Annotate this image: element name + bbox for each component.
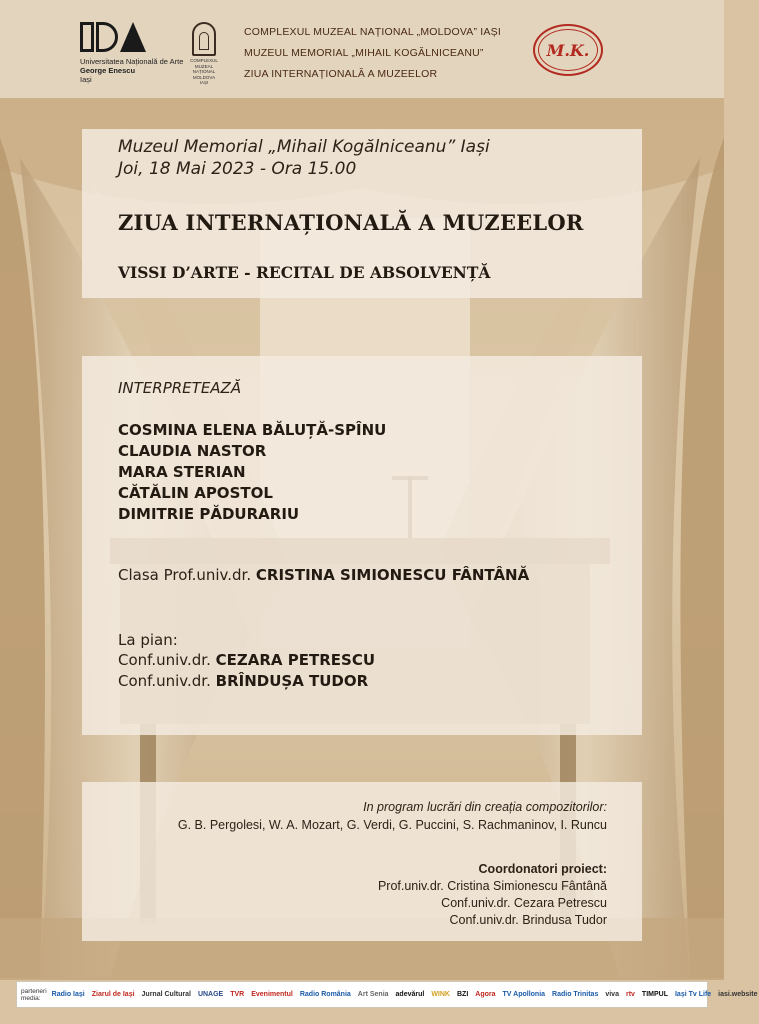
university-logo: [80, 20, 190, 84]
performer-name: CĂTĂLIN APOSTOL: [118, 484, 273, 502]
partner-logo: WINK: [431, 991, 450, 998]
partner-logo: Agora: [475, 991, 496, 998]
performer-name: MARA STERIAN: [118, 463, 246, 481]
piano-heading: La pian:: [118, 631, 178, 649]
mk-seal-logo: [533, 24, 603, 76]
partner-logo: Ziarul de Iași: [91, 991, 135, 998]
event-venue-block: [118, 136, 490, 180]
event-venue: Muzeul Memorial „Mihail Kogălniceanu” Iași: [118, 137, 490, 157]
uaeg-mark-icon: [80, 20, 190, 54]
partners-label-line-1: parteneri: [21, 987, 47, 995]
partner-logo: rtv: [625, 991, 635, 998]
partner-logo: iasi.website: [718, 991, 758, 998]
pianist-name: CEZARA PETRESCU: [215, 651, 376, 669]
university-line-3: Iași: [80, 75, 92, 84]
class-line: [118, 566, 529, 584]
partner-logo: Radio Iași: [51, 991, 85, 998]
class-prefix: Clasa Prof.univ.dr.: [118, 566, 252, 584]
partner-logo: adevărul: [395, 991, 425, 998]
program-block: [178, 798, 607, 834]
class-professor-name: CRISTINA SIMIONESCU FÂNTÂNĂ: [255, 566, 530, 584]
museum-complex-logo: [186, 22, 222, 86]
partner-logo: UNAGE: [197, 991, 224, 998]
complex-logo-text: [186, 58, 222, 86]
university-line-1: Universitatea Națională de Arte: [80, 57, 184, 66]
partner-logo: Art Senia: [357, 991, 389, 998]
partner-logo: Radio România: [299, 991, 351, 998]
event-title: ZIUA INTERNAȚIONALĂ A MUZEELOR: [118, 210, 584, 235]
coordinator-name: Conf.univ.dr. Cezara Petrescu: [441, 896, 607, 910]
organizer-line-1: COMPLEXUL MUZEAL NAȚIONAL „MOLDOVA” IAȘI: [244, 26, 501, 38]
partner-logo-row: [50, 990, 759, 999]
organizer-line-3: ZIUA INTERNAȚIONALĂ A MUZEELOR: [244, 68, 438, 80]
program-composers: G. B. Pergolesi, W. A. Mozart, G. Verdi, G. Puccini, S. Rachmaninov, I. Runcu: [177, 818, 607, 832]
partner-logo: TV Apollonia: [502, 991, 546, 998]
arch-icon: [192, 22, 216, 56]
partner-logo: Iași Tv Life: [674, 991, 712, 998]
pianist-line: [118, 650, 375, 671]
university-line-2: George Enescu: [80, 66, 136, 75]
complex-logo-line-4: MOLDOVA: [192, 74, 216, 80]
pianist-line: [118, 671, 375, 692]
complex-logo-line-2: MUZEAL: [194, 63, 214, 69]
organizer-line-2: MUZEUL MEMORIAL „MIHAIL KOGĂLNICEANU”: [244, 47, 484, 59]
university-name: [80, 57, 190, 84]
partner-logo: viva: [605, 991, 619, 998]
header-strip: [0, 0, 724, 98]
partner-logo: TIMPUL: [641, 991, 668, 998]
coordinators-heading: Coordonatori proiect:: [478, 862, 607, 876]
partners-label-line-2: media:: [21, 994, 41, 1002]
performer-name: COSMINA ELENA BĂLUȚĂ-SPÎNU: [118, 421, 387, 439]
performer-list: [118, 420, 386, 525]
partners-label: [21, 988, 47, 1002]
program-heading: In program lucrări din creația compozitorilor:: [363, 800, 607, 814]
performer-name: CLAUDIA NASTOR: [118, 442, 267, 460]
event-subtitle: VISSI D’ARTE - RECITAL DE ABSOLVENȚĂ: [118, 263, 491, 282]
pianist-title: Conf.univ.dr.: [118, 651, 211, 669]
partner-logo: TVR: [230, 991, 245, 998]
partner-logo: Jurnal Cultural: [141, 991, 191, 998]
performer-name: DIMITRIE PĂDURARIU: [118, 505, 300, 523]
event-datetime: Joi, 18 Mai 2023 - Ora 15.00: [118, 159, 357, 179]
organizer-lines: [244, 22, 501, 85]
media-partners-strip: [16, 981, 758, 1008]
partner-logo: Radio Trinitas: [552, 991, 599, 998]
pianist-list: [118, 650, 375, 692]
performers-heading: INTERPRETEAZĂ: [118, 379, 242, 397]
complex-logo-line-3: NAȚIONAL: [192, 69, 216, 74]
seal-text: M.K.: [546, 40, 590, 60]
coordinator-name: Conf.univ.dr. Brindusa Tudor: [449, 913, 607, 927]
partner-logo: BZI: [457, 991, 469, 998]
partner-logo: Evenimentul: [251, 991, 293, 998]
coordinator-name: Prof.univ.dr. Cristina Simionescu Fântână: [377, 879, 607, 893]
complex-logo-line-5: IAȘI: [199, 80, 209, 85]
pianist-title: Conf.univ.dr.: [118, 672, 211, 690]
complex-logo-line-1: COMPLEXUL: [190, 58, 218, 63]
coordinators-block: [378, 861, 607, 929]
pianist-name: BRÎNDUȘA TUDOR: [215, 672, 369, 690]
